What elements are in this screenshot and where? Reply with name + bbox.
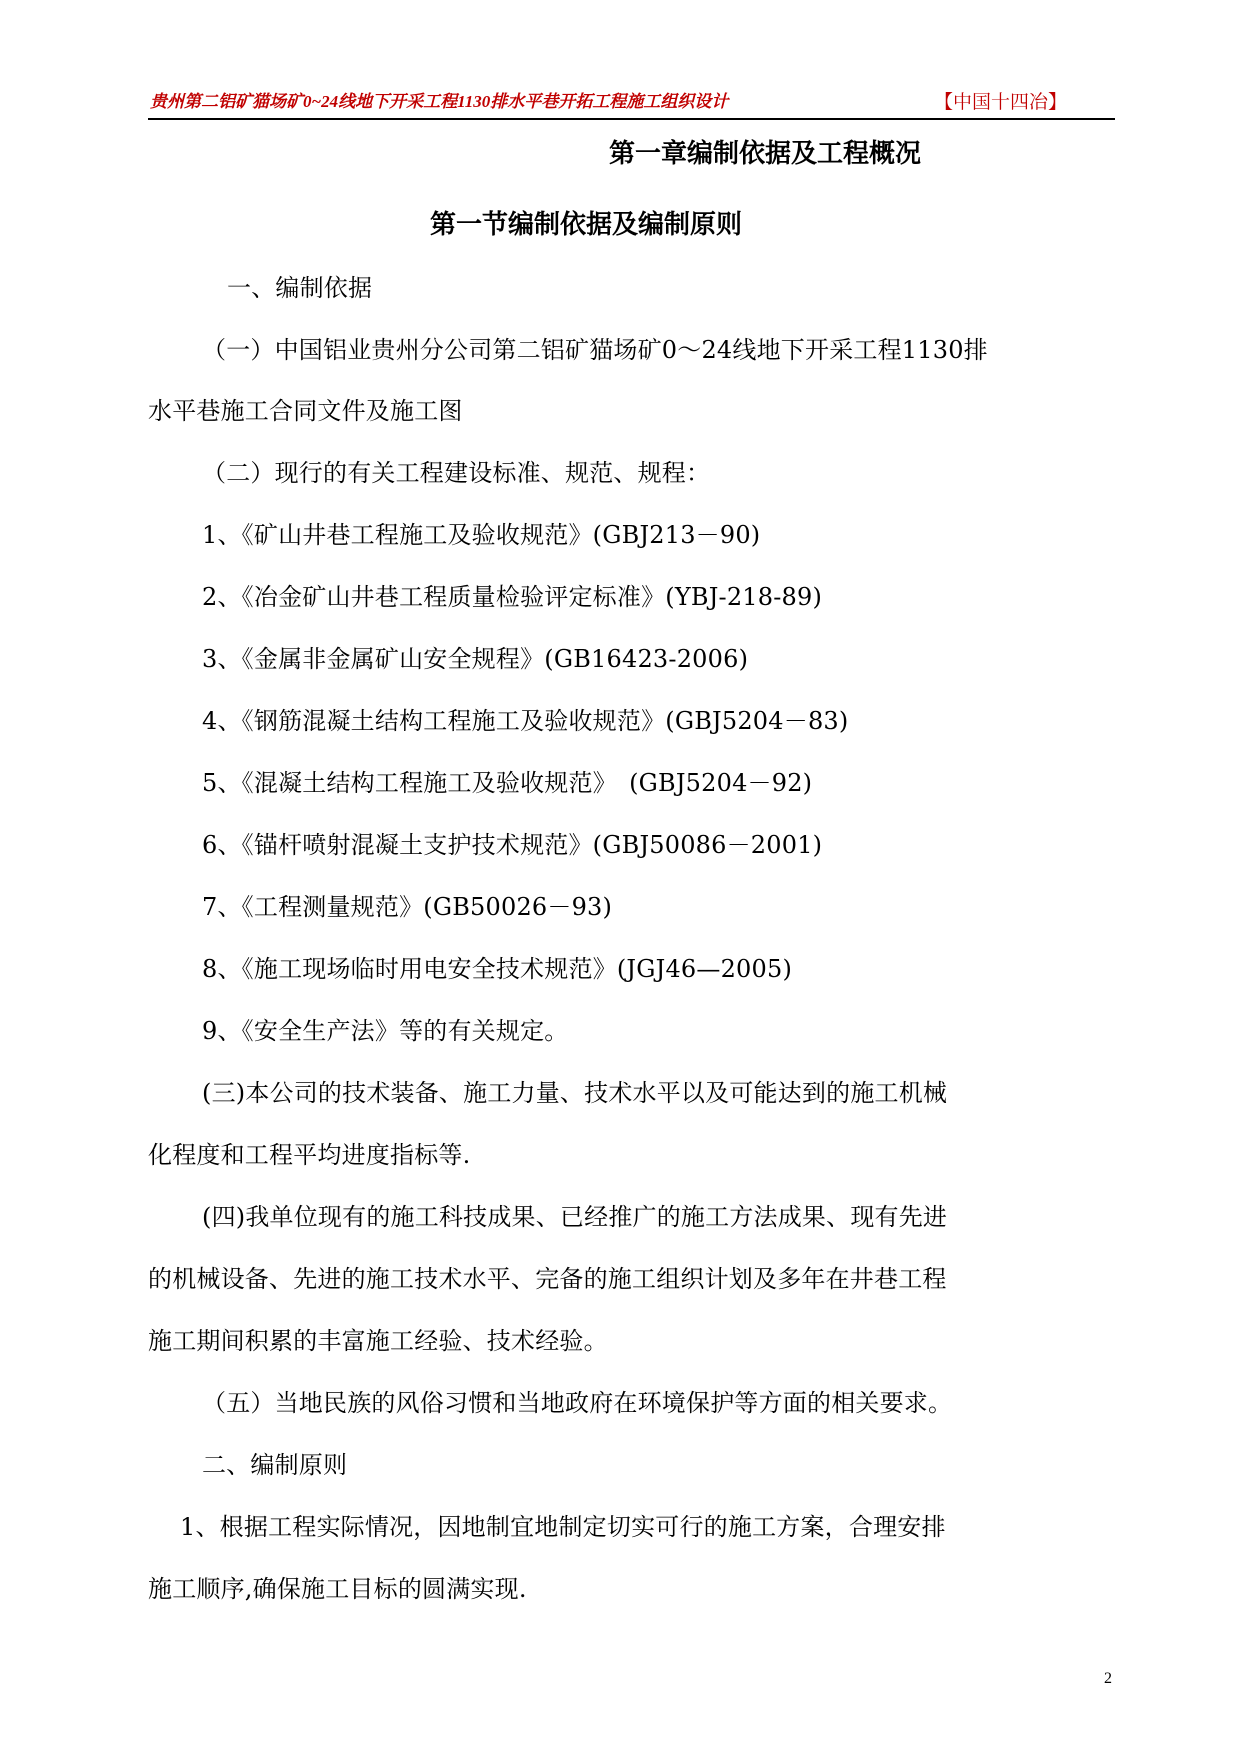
basis-item-5: （五）当地民族的风俗习惯和当地政府在环境保护等方面的相关要求。 bbox=[202, 1389, 953, 1417]
standard-item: 3、《金属非金属矿山安全规程》(GB16423-2006) bbox=[202, 645, 749, 673]
basis-item-3-line-1: (三)本公司的技术装备、施工力量、技术水平以及可能达到的施工机械 bbox=[202, 1079, 948, 1107]
basis-item-1-line-2: 水平巷施工合同文件及施工图 bbox=[148, 397, 463, 425]
basis-item-4-line-3: 施工期间积累的丰富施工经验、技术经验。 bbox=[148, 1327, 608, 1355]
standard-item: 4、《钢筋混凝土结构工程施工及验收规范》(GBJ5204－83) bbox=[202, 707, 849, 735]
standard-item: 6、《锚杆喷射混凝土支护技术规范》(GBJ50086－2001) bbox=[202, 831, 823, 859]
section-title: 第一节编制依据及编制原则 bbox=[430, 210, 743, 240]
basis-item-3-line-2: 化程度和工程平均进度指标等. bbox=[148, 1141, 471, 1169]
header-company: 【中国十四冶】 bbox=[934, 91, 1068, 113]
header-project-title: 贵州第二铝矿猫场矿0~24线地下开采工程1130排水平巷开拓工程施工组织设计 bbox=[150, 92, 729, 111]
standard-item: 2、《冶金矿山井巷工程质量检验评定标准》(YBJ-218-89) bbox=[202, 583, 823, 611]
standard-item: 9、《安全生产法》等的有关规定。 bbox=[202, 1017, 569, 1045]
standard-item: 8、《施工现场临时用电安全技术规范》(JGJ46—2005) bbox=[202, 955, 793, 983]
page-number: 2 bbox=[1104, 1670, 1112, 1687]
header-rule bbox=[148, 118, 1115, 120]
basis-item-2: （二）现行的有关工程建设标准、规范、规程： bbox=[202, 459, 711, 487]
basis-item-4-line-1: (四)我单位现有的施工科技成果、已经推广的施工方法成果、现有先进 bbox=[202, 1203, 948, 1231]
chapter-title: 第一章编制依据及工程概况 bbox=[609, 139, 922, 169]
standard-item: 7、《工程测量规范》(GB50026－93) bbox=[202, 893, 613, 921]
principle-1-line-1: 1、根据工程实际情况，因地制宜地制定切实可行的施工方案，合理安排 bbox=[180, 1513, 946, 1541]
standard-item: 5、《混凝土结构工程施工及验收规范》 (GBJ5204－92) bbox=[202, 769, 813, 797]
principle-1-line-2: 施工顺序,确保施工目标的圆满实现. bbox=[148, 1575, 527, 1603]
standard-item: 1、《矿山井巷工程施工及验收规范》(GBJ213－90) bbox=[202, 521, 761, 549]
basis-heading: 一、编制依据 bbox=[227, 274, 373, 302]
basis-item-1-line-1: （一）中国铝业贵州分公司第二铝矿猫场矿0～24线地下开采工程1130排 bbox=[202, 336, 988, 364]
principles-heading: 二、编制原则 bbox=[202, 1451, 348, 1479]
basis-item-4-line-2: 的机械设备、先进的施工技术水平、完备的施工组织计划及多年在井巷工程 bbox=[148, 1265, 947, 1293]
